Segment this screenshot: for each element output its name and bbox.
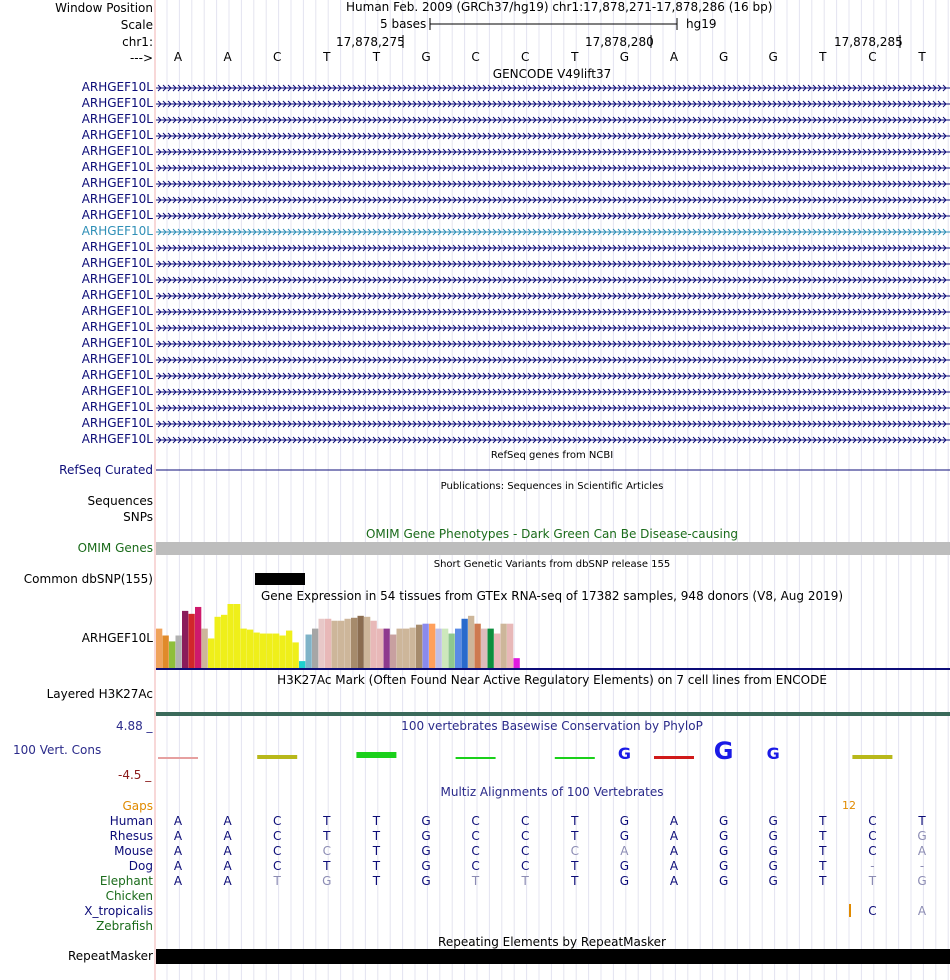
multiz-base: C: [272, 859, 282, 873]
multiz-base: T: [819, 844, 827, 858]
gtex-tissue-bar: [423, 624, 429, 668]
multiz-base: C: [520, 859, 530, 873]
phylop-logo-letter: G: [617, 744, 631, 763]
gtex-tissue-bar: [332, 621, 338, 668]
gtex-tissue-bar: [410, 628, 416, 668]
multiz-base: A: [669, 874, 679, 888]
phylop-logo[interactable]: [156, 735, 950, 775]
gencode-gene-label[interactable]: ARHGEF10L: [81, 384, 153, 398]
scale-label: Scale: [120, 18, 153, 32]
gtex-tissue-bar: [325, 619, 331, 668]
multiz-base: A: [917, 904, 927, 918]
gtex-tissue-bar: [384, 629, 390, 668]
chrom-label: chr1:: [122, 35, 153, 49]
gtex-tissue-bar: [169, 641, 175, 668]
coord-label: 17,878,275: [336, 35, 405, 49]
multiz-base: C: [520, 844, 530, 858]
multiz-base: G: [619, 859, 630, 873]
gencode-gene-label[interactable]: ARHGEF10L: [81, 416, 153, 430]
base-letter: C: [520, 50, 530, 64]
dbsnp-label[interactable]: Common dbSNP(155): [23, 572, 153, 586]
gencode-gene-label[interactable]: ARHGEF10L: [81, 400, 153, 414]
gencode-gene-label[interactable]: ARHGEF10L: [81, 96, 153, 110]
gtex-tissue-bar: [397, 629, 403, 668]
gtex-tissue-bar: [312, 629, 318, 668]
multiz-base: A: [620, 844, 629, 858]
base-letter: G: [768, 50, 778, 64]
coord-ticks: [0, 34, 950, 50]
base-letter: A: [669, 50, 679, 64]
gencode-gene-label[interactable]: ARHGEF10L: [81, 240, 153, 254]
multiz-base: C: [272, 844, 282, 858]
multiz-base: T: [819, 829, 827, 843]
multiz-base: T: [819, 859, 827, 873]
multiz-species-label: Elephant: [99, 874, 153, 888]
multiz-species-label: Chicken: [105, 889, 153, 903]
multiz-base: G: [917, 874, 927, 888]
repeatmasker-label[interactable]: RepeatMasker: [67, 949, 153, 963]
base-letter: G: [619, 50, 630, 64]
multiz-base: T: [571, 814, 579, 828]
multiz-base: G: [619, 829, 630, 843]
base-letter: T: [323, 50, 331, 64]
gtex-tissue-bar: [455, 629, 461, 668]
multiz-species-label: Rhesus: [109, 829, 153, 843]
multiz-base: C: [868, 844, 877, 858]
phylop-mark: [356, 752, 396, 758]
conservation-min-label: -4.5 _: [118, 768, 152, 782]
gencode-gene-label[interactable]: ARHGEF10L: [81, 272, 153, 286]
gencode-track-title[interactable]: GENCODE V49lift37: [492, 67, 612, 81]
multiz-base: T: [323, 814, 331, 828]
gtex-tissue-bar: [377, 629, 383, 668]
multiz-base: G: [421, 829, 431, 843]
omim-feature-bar[interactable]: [156, 542, 950, 555]
gtex-tissue-bar: [254, 633, 260, 668]
gtex-tissue-bar: [286, 631, 292, 668]
multiz-base: A: [173, 844, 183, 858]
multiz-base: G: [322, 874, 332, 888]
multiz-base: T: [372, 859, 381, 873]
refseq-label[interactable]: RefSeq Curated: [59, 463, 153, 477]
dbsnp-variant-feature[interactable]: [255, 573, 305, 585]
gencode-gene-label[interactable]: ARHGEF10L: [81, 432, 153, 446]
multiz-base: A: [669, 859, 679, 873]
multiz-base: G: [421, 844, 431, 858]
multiz-base: A: [917, 844, 927, 858]
phylop-mark: [555, 757, 595, 759]
multiz-base: T: [571, 829, 579, 843]
gtex-track-title[interactable]: Gene Expression in 54 tissues from GTEx RNA-seq of 17382 samples, 948 donors (V8, Aug 2019): [260, 589, 844, 603]
multiz-base: C: [868, 829, 877, 843]
gtex-tissue-bar: [293, 642, 299, 668]
gtex-tissue-bar: [468, 616, 474, 668]
multiz-base: T: [323, 829, 331, 843]
insertion-marker: [849, 904, 851, 917]
gtex-tissue-bar: [241, 629, 247, 668]
gencode-gene-label[interactable]: ARHGEF10L: [81, 128, 153, 142]
multiz-base: A: [669, 844, 679, 858]
multiz-base: T: [471, 874, 480, 888]
gtex-tissue-bar: [462, 619, 468, 668]
multiz-base: G: [768, 844, 778, 858]
omim-label[interactable]: OMIM Genes: [77, 541, 153, 555]
base-letter: C: [272, 50, 282, 64]
gtex-expression-bars[interactable]: [156, 600, 556, 668]
multiz-base: C: [471, 829, 480, 843]
multiz-base: T: [521, 874, 529, 888]
gtex-tissue-bar: [189, 614, 195, 668]
gtex-tissue-bar: [306, 635, 312, 668]
base-letter: T: [571, 50, 579, 64]
gtex-tissue-bar: [260, 634, 266, 668]
multiz-base: T: [372, 844, 381, 858]
gtex-tissue-bar: [273, 634, 279, 668]
multiz-base: A: [223, 814, 232, 828]
multiz-base: T: [372, 874, 381, 888]
base-letter: T: [918, 50, 926, 64]
gencode-gene-label[interactable]: ARHGEF10L: [81, 288, 153, 302]
gtex-tissue-bar: [494, 634, 500, 668]
gtex-tissue-bar: [436, 629, 442, 668]
multiz-base: G: [718, 844, 729, 858]
multiz-base: -: [919, 859, 925, 873]
multiz-base: A: [223, 859, 232, 873]
omim-track-title[interactable]: OMIM Gene Phenotypes - Dark Green Can Be Disease-causing: [365, 527, 739, 541]
multiz-species-label: X_tropicalis: [84, 904, 153, 918]
multiz-base: C: [272, 814, 282, 828]
gtex-tissue-bar: [215, 617, 221, 668]
gtex-tissue-bar: [442, 629, 448, 668]
gtex-label[interactable]: ARHGEF10L: [81, 631, 153, 645]
base-letter: G: [718, 50, 729, 64]
gencode-gene-label[interactable]: ARHGEF10L: [81, 304, 153, 318]
conservation-max-label: 4.88 _: [116, 719, 153, 733]
gtex-tissue-bar: [228, 604, 234, 668]
multiz-base: A: [669, 814, 679, 828]
multiz-base: T: [819, 814, 827, 828]
multiz-base: G: [619, 814, 630, 828]
multiz-base: G: [718, 829, 729, 843]
phylop-logo-letter: G: [713, 737, 734, 765]
multiz-base: -: [870, 859, 875, 873]
gtex-tissue-bar: [475, 624, 481, 668]
gtex-tissue-bar: [280, 636, 286, 668]
multiz-base: T: [571, 859, 579, 873]
gtex-baseline: [156, 668, 950, 670]
base-letter: C: [471, 50, 480, 64]
dbsnp-track-title[interactable]: Short Genetic Variants from dbSNP release 155: [433, 559, 671, 570]
multiz-base: C: [868, 904, 877, 918]
gencode-gene-label[interactable]: ARHGEF10L: [81, 256, 153, 270]
gencode-gene-label[interactable]: ARHGEF10L: [81, 224, 153, 238]
multiz-base: T: [372, 829, 381, 843]
phylop-track-title[interactable]: 100 vertebrates Basewise Conservation by PhyloP: [401, 719, 703, 733]
multiz-base: G: [421, 859, 431, 873]
multiz-base: T: [571, 874, 579, 888]
repeatmasker-track-title[interactable]: Repeating Elements by RepeatMasker: [438, 935, 666, 949]
multiz-base: A: [669, 829, 679, 843]
multiz-base: T: [372, 814, 381, 828]
gtex-tissue-bar: [182, 611, 188, 668]
base-letter: A: [223, 50, 232, 64]
gtex-tissue-bar: [299, 661, 305, 668]
multiz-base: T: [918, 814, 926, 828]
multiz-base: C: [471, 814, 480, 828]
gencode-gene-label[interactable]: ARHGEF10L: [81, 320, 153, 334]
h3k27ac-track-title[interactable]: H3K27Ac Mark (Often Found Near Active Regulatory Elements) on 7 cell lines from ENCODE: [277, 673, 827, 687]
multiz-base: C: [322, 844, 331, 858]
multiz-base: C: [868, 814, 877, 828]
gtex-tissue-bar: [208, 638, 214, 668]
multiz-base: G: [718, 859, 729, 873]
multiz-base: T: [273, 874, 281, 888]
base-letter: A: [173, 50, 183, 64]
gtex-tissue-bar: [351, 618, 357, 668]
multiz-species-label: Zebrafish: [96, 919, 153, 933]
gtex-tissue-bar: [429, 624, 435, 668]
phylop-mark: [852, 755, 892, 759]
scale-value: 5 bases: [380, 17, 427, 31]
multiz-base: A: [173, 814, 183, 828]
gtex-tissue-bar: [488, 629, 494, 668]
gencode-gene-label[interactable]: ARHGEF10L: [81, 176, 153, 190]
multiz-base: T: [819, 874, 827, 888]
multiz-base: G: [619, 874, 630, 888]
multiz-species-label: Mouse: [114, 844, 153, 858]
gtex-tissue-bar: [416, 625, 422, 668]
multiz-base: G: [768, 874, 778, 888]
multiz-base: G: [768, 859, 778, 873]
gencode-gene-label[interactable]: ARHGEF10L: [81, 352, 153, 366]
scale-bar: [428, 17, 680, 31]
publications-sequences-label[interactable]: Sequences: [87, 494, 153, 508]
gtex-tissue-bar: [358, 616, 364, 668]
strand-label: --->: [129, 51, 153, 65]
h3k27ac-signal[interactable]: [156, 712, 950, 716]
base-letter: G: [421, 50, 431, 64]
coord-label: 17,878,285: [834, 35, 903, 49]
base-letter: T: [372, 50, 381, 64]
multiz-base: A: [223, 874, 232, 888]
base-letter: T: [819, 50, 827, 64]
conservation-label[interactable]: 100 Vert. Cons: [13, 743, 102, 757]
gtex-tissue-bar: [163, 636, 169, 668]
repeatmasker-feature-bar[interactable]: [156, 949, 950, 964]
multiz-base: C: [471, 859, 480, 873]
gtex-tissue-bar: [501, 624, 507, 668]
multiz-base: A: [173, 874, 183, 888]
gencode-gene-lines[interactable]: [156, 80, 950, 450]
gtex-tissue-bar: [371, 621, 377, 668]
gencode-gene-label[interactable]: ARHGEF10L: [81, 112, 153, 126]
gtex-tissue-bar: [449, 634, 455, 668]
multiz-base: A: [223, 844, 232, 858]
gtex-tissue-bar: [267, 634, 273, 668]
gaps-label: Gaps: [122, 799, 153, 813]
gencode-gene-label[interactable]: ARHGEF10L: [81, 368, 153, 382]
coord-label: 17,878,280: [585, 35, 654, 49]
gtex-tissue-bar: [319, 619, 325, 668]
gencode-gene-label[interactable]: ARHGEF10L: [81, 160, 153, 174]
multiz-base: G: [718, 874, 729, 888]
multiz-base: C: [520, 829, 530, 843]
phylop-mark: [654, 756, 694, 759]
multiz-base: C: [570, 844, 579, 858]
multiz-base: G: [768, 814, 778, 828]
multiz-species-label: Dog: [128, 859, 153, 873]
refseq-gene-line[interactable]: [156, 463, 950, 477]
gtex-tissue-bar: [221, 615, 227, 668]
multiz-base: C: [272, 829, 282, 843]
phylop-mark: [257, 755, 297, 759]
gtex-tissue-bar: [390, 635, 396, 668]
gtex-tissue-bar: [247, 630, 253, 668]
multiz-base: G: [421, 814, 431, 828]
gencode-gene-label[interactable]: ARHGEF10L: [81, 144, 153, 158]
multiz-base: G: [421, 874, 431, 888]
publications-track-title[interactable]: Publications: Sequences in Scientific Articles: [440, 481, 664, 492]
multiz-base: C: [520, 814, 530, 828]
gtex-tissue-bar: [234, 604, 240, 668]
multiz-track-title[interactable]: Multiz Alignments of 100 Vertebrates: [440, 785, 664, 799]
multiz-base: G: [917, 829, 927, 843]
gtex-tissue-bar: [338, 621, 344, 668]
gtex-tissue-bar: [202, 629, 208, 668]
multiz-base: A: [173, 859, 183, 873]
window-position-value: Human Feb. 2009 (GRCh37/hg19) chr1:17,878,271-17,878,286 (16 bp): [346, 0, 773, 14]
multiz-base: G: [718, 814, 729, 828]
gencode-gene-label[interactable]: ARHGEF10L: [81, 192, 153, 206]
multiz-base: T: [868, 874, 877, 888]
gtex-tissue-bar: [514, 658, 520, 668]
multiz-base: G: [768, 829, 778, 843]
base-letter: C: [868, 50, 877, 64]
multiz-base: A: [223, 829, 232, 843]
multiz-base: A: [173, 829, 183, 843]
gtex-tissue-bar: [481, 629, 487, 668]
gencode-gene-label[interactable]: ARHGEF10L: [81, 80, 153, 94]
gtex-tissue-bar: [364, 617, 370, 668]
gtex-tissue-bar: [156, 629, 162, 668]
gencode-gene-label[interactable]: ARHGEF10L: [81, 208, 153, 222]
gaps-count: 12: [842, 799, 856, 812]
h3k27ac-label[interactable]: Layered H3K27Ac: [46, 687, 153, 701]
assembly-label: hg19: [686, 17, 717, 31]
phylop-logo-letter: G: [766, 744, 780, 763]
gtex-tissue-bar: [345, 619, 351, 668]
multiz-base: T: [323, 859, 331, 873]
refseq-track-title[interactable]: RefSeq genes from NCBI: [490, 450, 614, 461]
gtex-tissue-bar: [507, 624, 513, 668]
gtex-tissue-bar: [195, 607, 201, 668]
publications-snps-label[interactable]: SNPs: [123, 510, 153, 524]
gencode-gene-label[interactable]: ARHGEF10L: [81, 336, 153, 350]
phylop-mark: [158, 757, 198, 759]
multiz-species-label: Human: [109, 814, 153, 828]
gtex-tissue-bar: [176, 636, 182, 668]
multiz-base: C: [471, 844, 480, 858]
gtex-tissue-bar: [403, 629, 409, 668]
window-position-label: Window Position: [55, 1, 153, 15]
phylop-mark: [456, 757, 496, 759]
